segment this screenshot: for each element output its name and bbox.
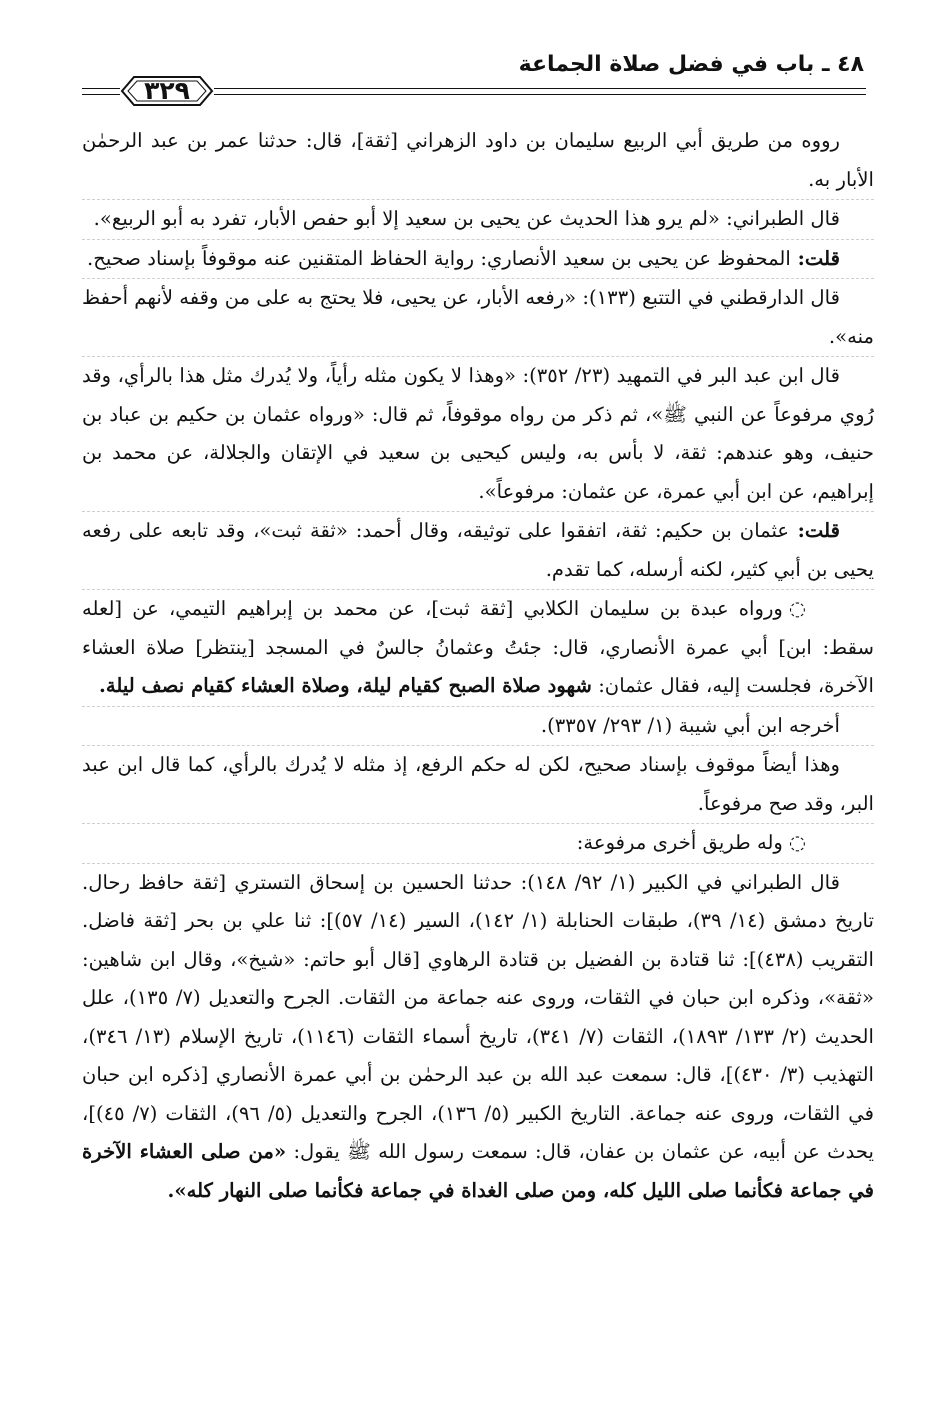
body-paragraph (82, 823, 874, 863)
bold-text-segment: قلت: (789, 519, 840, 542)
text-segment: ورواه عبدة بن سليمان الكلابي [ثقة ثبت]، عن محمد بن إبراهيم التيمي، عن [لعله سقط: ابن] أبي عمرة الأنصاري، قال: جئتُ وعثمانُ جالسٌ في المسجد [ينتظر] صلاة العشاء الآخرة، فجلست إليه، فقال عثمان: (82, 597, 874, 697)
page-number: ٣٢٩ (144, 76, 190, 105)
bullet-icon: ◌ (788, 597, 806, 620)
bold-text-segment: شهود صلاة الصبح كقيام ليلة، وصلاة العشاء كقيام نصف ليلة. (99, 674, 592, 697)
text-segment: المحفوظ عن يحيى بن سعيد الأنصاري: رواية الحفاظ المتقنين عنه موقوفاً بإسناد صحيح. (86, 246, 791, 270)
page-body (82, 122, 874, 1210)
body-paragraph (82, 745, 874, 823)
body-paragraph (82, 863, 874, 1211)
text-segment: قال الدارقطني في التتبع (١٣٣): «رفعه الأبار، عن يحيى، فلا يحتج به على من وقفه لأنهم أحفظ منه». (82, 286, 874, 348)
text-segment: وهذا أيضاً موقوف بإسناد صحيح، لكن له حكم الرفع، إذ مثله لا يُدرك بالرأي، كما قال ابن عبد البر، وقد صح مرفوعاً. (82, 753, 874, 815)
body-paragraph (82, 511, 874, 589)
text-segment: قال الطبراني: «لم يرو هذا الحديث عن يحيى بن سعيد إلا أبو حفص الأبار، تفرد به أبو الربيع». (93, 207, 840, 230)
bullet-icon: ◌ (788, 831, 806, 854)
bold-text-segment: قلت: (790, 246, 840, 270)
body-paragraph (82, 278, 874, 356)
chapter-title: ٤٨ ـ باب في فضل صلاة الجماعة (518, 52, 864, 77)
header-rule (214, 94, 866, 95)
text-segment: عثمان بن حكيم: ثقة، اتفقوا على توثيقه، وقال أحمد: «ثقة ثبت»، وقد تابعه على رفعه يحيى بن أبي كثير، لكنه أرسله، كما تقدم. (82, 519, 874, 581)
text-segment: أخرجه ابن أبي شيبة (١/ ٢٩٣/ ٣٣٥٧). (540, 713, 840, 737)
text-segment: وله طريق أخرى مرفوعة: (576, 831, 783, 854)
header-rule (82, 88, 120, 89)
body-paragraph (82, 199, 874, 239)
body-paragraph (82, 356, 874, 511)
text-segment: قال الطبراني في الكبير (١/ ٩٢/ ١٤٨): حدثنا الحسين بن إسحاق التستري [ثقة حافظ رحال. تاريخ دمشق (١٤/ ٣٩)، طبقات الحنابلة (١/ ١٤٢)، السير (١٤/ ٥٧)]: ثنا علي بن بحر [ثقة فاضل. التقريب (٤٣٨)]: ثنا قتادة بن الفضيل بن قتادة الرهاوي [قال أبو حاتم: «شيخ»، وقال ابن شاهين: «ثقة»، وذكره ابن حبان في الثقات، وروى عنه جماعة من الثقات. الجرح والتعديل (٧/ ١٣٥)، علل الحديث (٢/ ١٣٣/ ١٨٩٣)، الثقات (٧/ ٣٤١)، تاريخ أسماء الثقات (١١٤٦)، تاريخ الإسلام (١٣/ ٣٤٦)، التهذيب (٣/ ٤٣٠)]، قال: سمعت عبد الله بن عبد الرحمٰن بن أبي عمرة الأنصاري [ذكره ابن حبان في الثقات، وروى عنه جماعة. التاريخ الكبير (٥/ ١٣٦)، الجرح والتعديل (٥/ ٩٦)، الثقات (٧/ ٤٥)]، يحدث عن أبيه، عن عثمان بن عفان، قال: سمعت رسول الله ﷺ يقول: (82, 870, 874, 1163)
body-paragraph (82, 706, 874, 746)
text-segment: قال ابن عبد البر في التمهيد (٢٣/ ٣٥٢): «وهذا لا يكون مثله رأياً، ولا يُدرك مثل هذا بالرأي، وقد رُوي مرفوعاً عن النبي ﷺ»، ثم ذكر من رواه موقوفاً، ثم قال: «ورواه عثمان بن حكيم بن عباد بن حنيف، وهو عندهم: ثقة، لا بأس به، وليس كيحيى بن سعيد في الإتقان والجلالة، عن محمد بن إبراهيم، عن ابن أبي عمرة، عن عثمان: مرفوعاً». (82, 364, 874, 503)
text-segment: رووه من طريق أبي الربيع سليمان بن داود الزهراني [ثقة]، قال: حدثنا عمر بن عبد الرحمٰن الأبار به. (82, 129, 874, 191)
page-number-frame (120, 72, 214, 110)
bold-text-segment: «من صلى العشاء الآخرة في جماعة فكأنما صلى الليل كله، ومن صلى الغداة في جماعة فكأنما صلى النهار كله». (82, 1140, 874, 1202)
header-rule (82, 94, 120, 95)
body-paragraph (82, 122, 874, 199)
header-rule (214, 88, 866, 89)
body-paragraph (82, 589, 874, 706)
body-paragraph (82, 239, 874, 279)
